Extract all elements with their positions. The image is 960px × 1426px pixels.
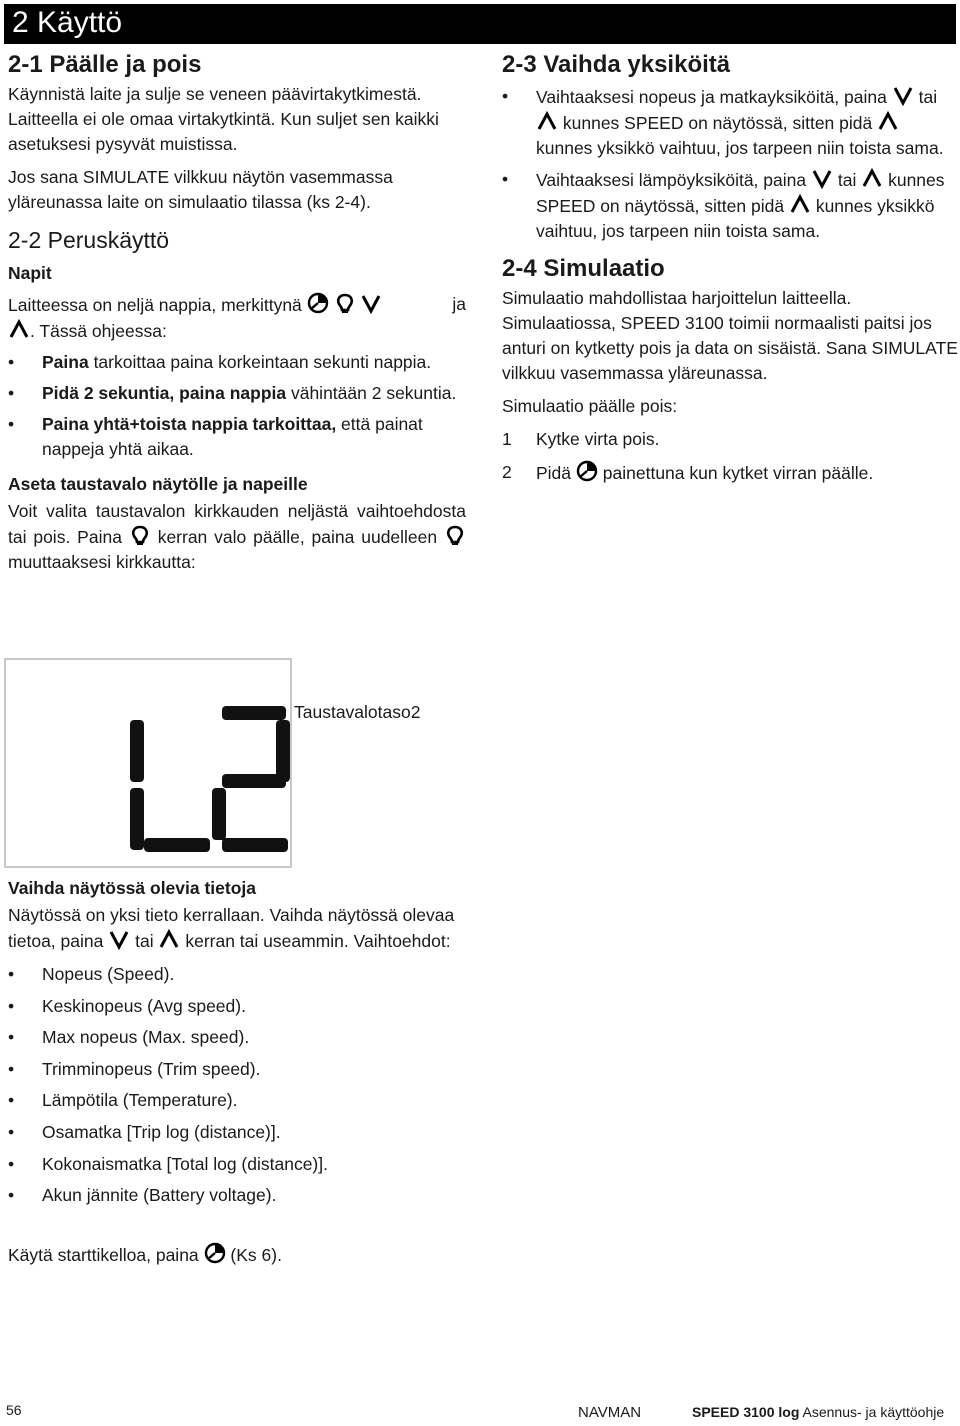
list-item: • Nopeus (Speed). xyxy=(8,962,466,987)
list-item: • Lämpötila (Temperature). xyxy=(8,1088,466,1113)
bullet-paina-bold: Paina xyxy=(42,352,89,372)
list-item: • Akun jännite (Battery voltage). xyxy=(8,1183,466,1208)
down-button-icon xyxy=(360,292,382,314)
speed-units-text-b: kunnes SPEED on näytössä, sitten pidä xyxy=(562,113,873,133)
down-button-icon xyxy=(108,928,130,950)
para-power: Käynnistä laite ja sulje se veneen päävirtakytkimestä. Laitteella ei ole omaa virtakytkintä. Kun suljet sen kaikki asetuksesi pysyvät muistissa. xyxy=(8,84,439,154)
para-change-data xyxy=(8,903,466,954)
footer-product: SPEED 3100 log xyxy=(692,1404,800,1420)
section-header-bar xyxy=(4,4,956,44)
step-2-text-b: painettuna kun kytket virran päälle. xyxy=(602,463,874,483)
heading-change-data: Vaihda näytössä olevia tietoja xyxy=(8,878,257,898)
heading-2-3: 2-3 Vaihda yksiköitä xyxy=(502,51,731,78)
light-button-icon xyxy=(444,524,466,546)
clock-button-icon xyxy=(307,292,329,314)
clock-button-icon xyxy=(204,1242,226,1264)
up-button-icon xyxy=(861,167,883,189)
step-2-text-a: Pidä xyxy=(536,463,572,483)
bullet-yhta-text: että painat nappeja yhtä aikaa. xyxy=(42,414,423,459)
temp-units-text-tai: tai xyxy=(837,170,857,190)
para-simulate-note: Jos sana SIMULATE vilkkuu näytön vasemmassa yläreunassa laite on simulaatio tilassa (ks 2-4). xyxy=(8,167,393,212)
step-1-number: 1 xyxy=(502,429,512,449)
heading-2-1: 2-1 Päälle ja pois xyxy=(8,51,202,78)
buttons-text-a: Laitteessa on neljä nappia, merkittynä xyxy=(8,295,302,315)
lcd-display-illustration xyxy=(4,658,292,868)
left-column xyxy=(8,50,466,575)
bullet-yhta xyxy=(8,412,466,462)
display-caption: Taustavalotaso2 xyxy=(294,702,421,722)
step-1 xyxy=(502,427,958,452)
para-stopwatch xyxy=(8,1242,466,1268)
buttons-text-b: . Tässä ohjeessa: xyxy=(30,321,167,341)
backlight-text-a: Voit valita taustavalon kirkkauden neljästä vaihtoehdosta tai pois. Paina xyxy=(8,501,466,547)
speed-units-text-a: Vaihtaaksesi nopeus ja matkayksiköitä, paina xyxy=(536,87,887,107)
buttons-text-ja: ja xyxy=(452,294,466,314)
change-data-text-tai: tai xyxy=(135,931,154,951)
options-list xyxy=(8,962,466,1208)
bullet-speed-units xyxy=(502,84,958,161)
temp-units-text-c: kunnes yksikkö vaihtuu, jos tarpeen niin toista sama. xyxy=(536,196,935,241)
bullet-pida-text: vähintään 2 sekuntia. xyxy=(286,383,457,403)
speed-units-text-c: kunnes yksikkö vaihtuu, jos tarpeen niin toista sama. xyxy=(536,138,944,158)
bullet-pida-bold: Pidä 2 sekuntia, paina nappia xyxy=(42,383,287,403)
footer-doc: Asennus- ja käyttöohje xyxy=(799,1404,945,1420)
para-buttons xyxy=(8,292,466,344)
change-data-text-a: Näytössä on yksi tieto kerrallaan. Vaihda näytössä olevaa tietoa, paina xyxy=(8,905,455,951)
light-button-icon xyxy=(129,524,151,546)
section-title: 2 Käyttö xyxy=(12,6,123,39)
down-button-icon xyxy=(892,84,914,106)
backlight-text-c: muuttaaksesi kirkkautta: xyxy=(8,552,196,572)
step-2-number: 2 xyxy=(502,462,512,482)
list-item: • Kokonaismatka [Total log (distance)]. xyxy=(8,1152,466,1177)
stopwatch-text-a: Käytä starttikelloa, paina xyxy=(8,1245,199,1266)
list-item: • Osamatka [Trip log (distance)]. xyxy=(8,1120,466,1145)
up-button-icon xyxy=(158,928,180,950)
up-button-icon xyxy=(536,110,558,132)
heading-napit: Napit xyxy=(8,263,52,283)
light-button-icon xyxy=(334,292,356,314)
speed-units-text-tai: tai xyxy=(918,87,938,107)
heading-2-2: 2-2 Peruskäyttö xyxy=(8,227,170,253)
up-button-icon xyxy=(789,193,811,215)
list-item: • Keskinopeus (Avg speed). xyxy=(8,994,466,1019)
bullet-paina xyxy=(8,350,466,375)
para-simulation-toggle: Simulaatio päälle pois: xyxy=(502,396,678,416)
clock-button-icon xyxy=(576,460,598,482)
change-data-section xyxy=(8,876,466,1268)
heading-backlight: Aseta taustavalo näytölle ja napeille xyxy=(8,474,308,494)
temp-units-text-b: kunnes SPEED on näytössä, sitten pidä xyxy=(536,170,945,216)
footer-brand: NAVMAN xyxy=(578,1404,642,1421)
bullet-paina-text: tarkoittaa paina korkeintaan sekunti nappia. xyxy=(88,352,432,372)
stopwatch-text-b: (Ks 6). xyxy=(230,1245,282,1266)
backlight-text-b: kerran valo päälle, paina uudelleen xyxy=(157,527,438,547)
lcd-text xyxy=(6,660,7,661)
footer-product-line xyxy=(692,1404,944,1420)
temp-units-text-a: Vaihtaaksesi lämpöyksiköitä, paina xyxy=(536,170,807,190)
down-button-icon xyxy=(811,167,833,189)
bullet-pida xyxy=(8,381,466,406)
up-button-icon xyxy=(8,318,30,340)
step-2 xyxy=(502,460,958,486)
heading-2-4: 2-4 Simulaatio xyxy=(502,255,665,282)
step-1-text: Kytke virta pois. xyxy=(536,429,660,449)
lcd-l2-digits xyxy=(6,660,290,866)
list-item: • Max nopeus (Max. speed). xyxy=(8,1025,466,1050)
page-number: 56 xyxy=(6,1402,22,1418)
bullet-yhta-bold: Paina yhtä+toista nappia tarkoittaa, xyxy=(42,414,337,434)
list-item: • Trimminopeus (Trim speed). xyxy=(8,1057,466,1082)
bullet-temp-units xyxy=(502,167,958,244)
change-data-text-b: kerran tai useammin. Vaihtoehdot: xyxy=(185,931,451,951)
para-simulation: Simulaatio mahdollistaa harjoittelun laitteella. Simulaatiossa, SPEED 3100 toimii normaalisti paitsi jos anturi on kytketty pois ja data on sisäistä. Sana SIMULATE vilkkuu vasemmassa yläreunassa. xyxy=(502,288,958,383)
right-column xyxy=(502,50,958,486)
para-backlight xyxy=(8,499,466,575)
up-button-icon xyxy=(877,110,899,132)
